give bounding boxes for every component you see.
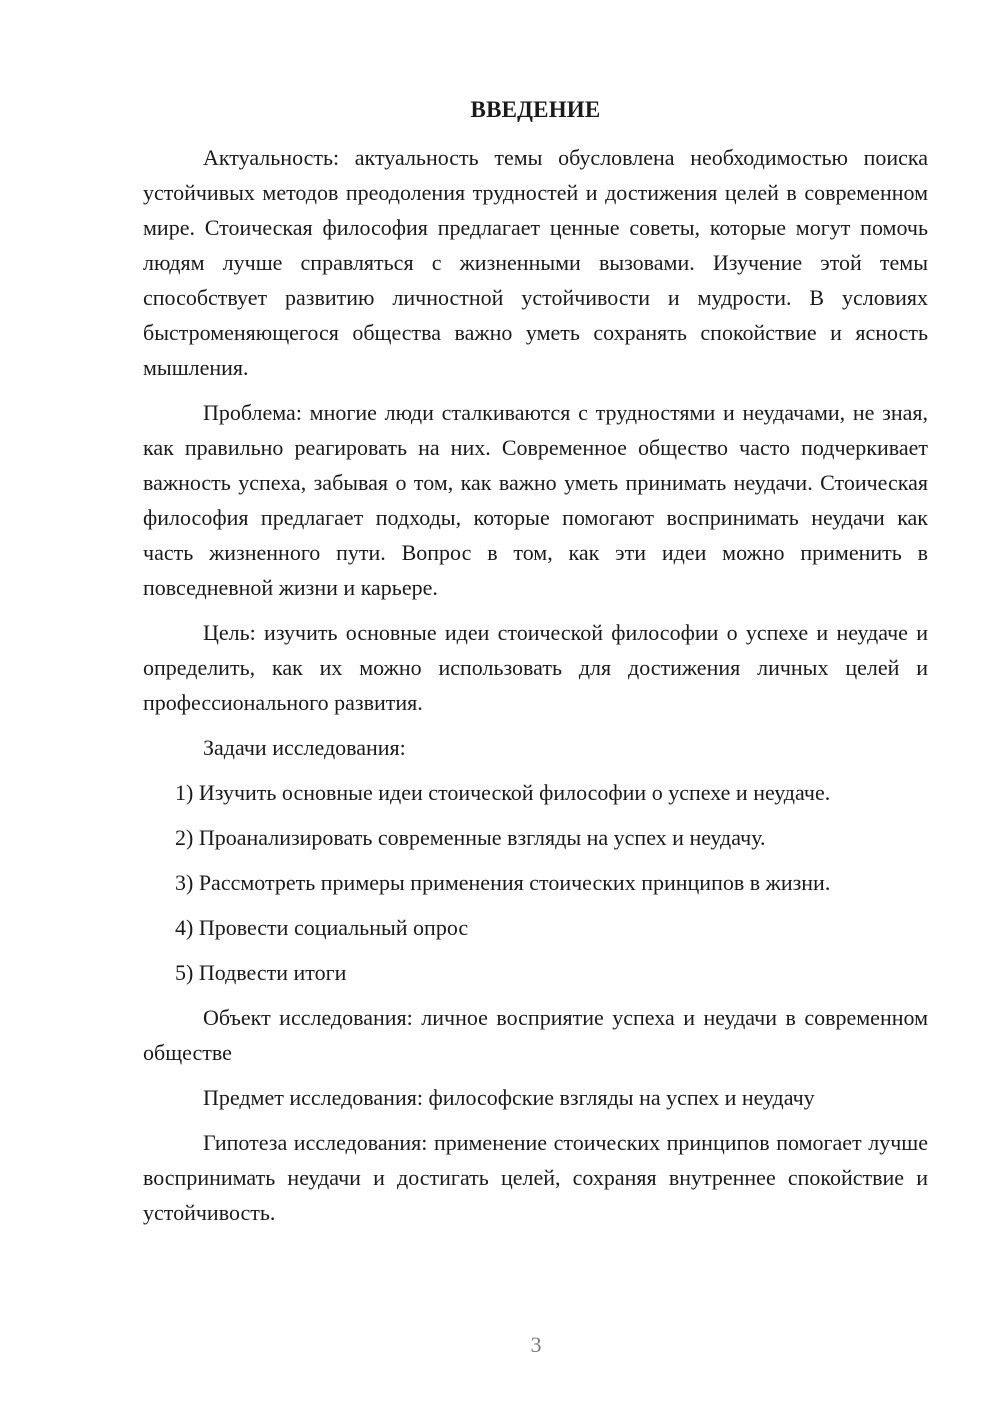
subject-paragraph: Предмет исследования: философские взгляды на успех и неудачу xyxy=(203,1085,815,1110)
task-item: 3) Рассмотреть примеры применения стоических принципов в жизни. xyxy=(175,870,831,895)
goal-paragraph: Цель: изучить основные идеи стоической философии о успехе и неудаче и определить, как их можно использовать для достижения личных целей и профессионального развития. xyxy=(143,620,928,715)
task-item: 5) Подвести итоги xyxy=(175,960,347,985)
page-title: ВВЕДЕНИЕ xyxy=(470,97,601,122)
task-item: 1) Изучить основные идеи стоической философии о успехе и неудаче. xyxy=(175,780,831,805)
page-number: 3 xyxy=(530,1332,542,1357)
object-paragraph: Объект исследования: личное восприятие успеха и неудачи в современном обществе xyxy=(143,1005,928,1065)
task-item: 4) Провести социальный опрос xyxy=(175,915,469,940)
document-page xyxy=(143,92,928,1240)
relevance-paragraph: Актуальность: актуальность темы обусловлена необходимостью поиска устойчивых методов преодоления трудностей и достижения целей в современном мире. Стоическая философия предлагает ценные советы, которые могут помочь людям лучше справляться с жизненными вызовами. Изучение этой темы способствует развитию личностной устойчивости и мудрости. В условиях быстроменяющегося общества важно уметь сохранять спокойствие и ясность мышления. xyxy=(143,145,928,380)
tasks-heading: Задачи исследования: xyxy=(203,735,406,760)
tasks-list xyxy=(143,775,928,990)
hypothesis-paragraph: Гипотеза исследования: применение стоических принципов помогает лучше воспринимать неудачи и достигать целей, сохраняя внутреннее спокойствие и устойчивость. xyxy=(143,1130,928,1225)
problem-paragraph: Проблема: многие люди сталкиваются с трудностями и неудачами, не зная, как правильно реагировать на них. Современное общество часто подчеркивает важность успеха, забывая о том, как важно уметь принимать неудачи. Стоическая философия предлагает подходы, которые помогают воспринимать неудачи как часть жизненного пути. Вопрос в том, как эти идеи можно применить в повседневной жизни и карьере. xyxy=(143,400,928,600)
task-item: 2) Проанализировать современные взгляды на успех и неудачу. xyxy=(175,825,766,850)
